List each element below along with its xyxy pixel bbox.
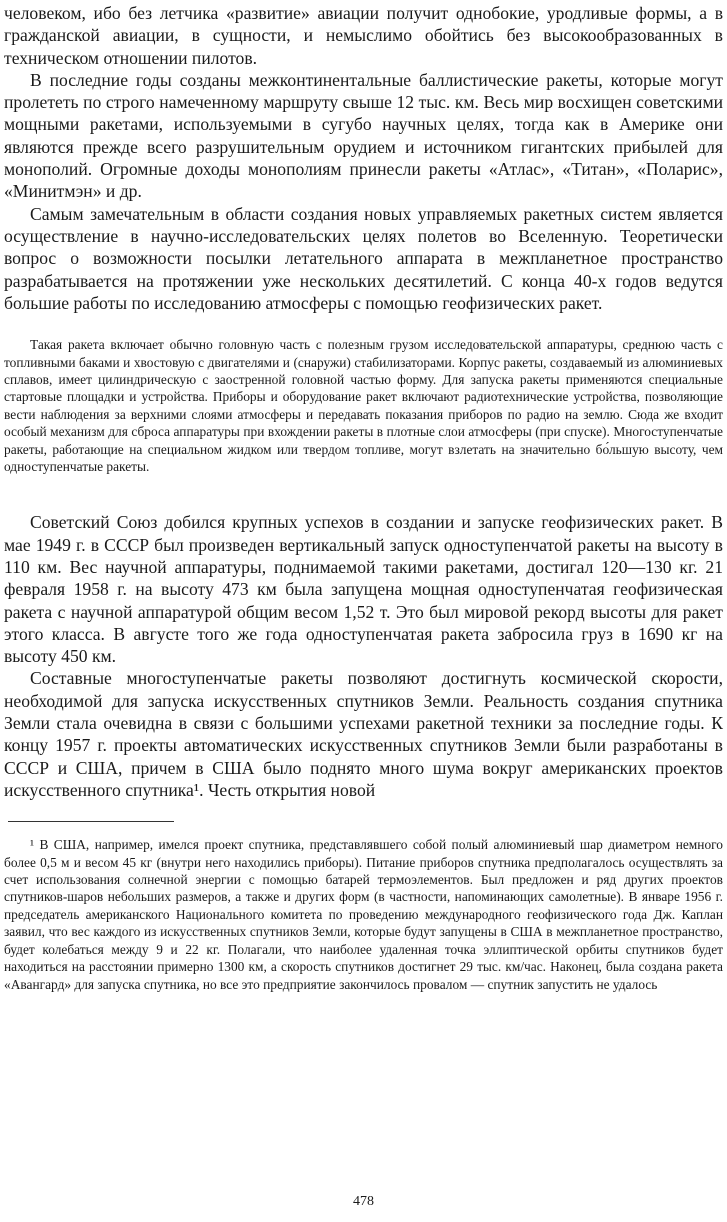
main-text-top (4, 2, 723, 314)
main-text-bottom (4, 511, 723, 801)
paragraph-continuation: человеком, ибо без летчика «развитие» авиации получит однобокие, уродливые формы, а в гражданской авиации, в сущности, и немыслимо обойтись без высокообразованных в техническом отношении пилотов. (4, 3, 723, 68)
paragraph-soviet-rockets: Советский Союз добился крупных успехов в создании и запуске геофизических ракет. В мае 1949 г. в СССР был произведен вертикальный запуск одноступенчатой ракеты на высоту в 110 км. Вес научной аппаратуры, поднимаемой такими ракетами, достигал 120—130 кг. 21 февраля 1958 г. на высоту 473 км была запущена мощная одноступенчатая геофизическая ракета с научной аппаратурой общим весом 1,52 т. Это был мировой рекорд высоты для ракет этого класса. В августе того же года одноступенчатая ракета забросила груз в 1690 кг на высоту 450 км. (4, 512, 723, 667)
footnote-divider (8, 821, 174, 822)
book-page (4, 2, 723, 993)
small-print-block (4, 336, 723, 475)
paragraph-icbm: В последние годы созданы межконтинентальные баллистические ракеты, которые могут пролететь по строго намеченному маршруту свыше 12 тыс. км. Весь мир восхищен советскими мощными ракетами, используемыми в сугубо научных целях, тогда как в Америке они являются прежде всего разрушительным орудием и источником гигантских прибылей для монополий. Огромные доходы монополиям принесли ракеты «Атлас», «Титан», «Поларис», «Минитмэн» и др. (4, 69, 723, 202)
paragraph-space-flights: Самым замечательным в области создания новых управляемых ракетных систем является осуществление в научно-исследовательских целях полетов во Вселенную. Теоретически вопрос о возможности посылки летательного аппарата в межпланетное пространство разрабатывается на протяжении уже нескольких десятилетий. С конца 40-х годов ведутся большие работы по исследованию атмосферы с помощью геофизических ракет. (4, 203, 723, 313)
page-number: 478 (353, 1194, 374, 1209)
footnotes (4, 836, 723, 993)
paragraph-multistage: Составные многоступенчатые ракеты позволяют достигнуть космической скорости, необходимой для запуска искусственных спутников Земли. Реальность создания спутника Земли стала очевидна в связи с большими успехами ракетной техники за последние годы. К концу 1957 г. проекты автоматических искусственных спутников Земли были разработаны в СССР и США, причем в США было поднято много шума вокруг американских проектов искусственного спутника¹. Честь открытия новой (4, 668, 723, 800)
footnote-1: ¹ В США, например, имелся проект спутника, представлявшего собой полый алюминиевый шар диаметром немного более 0,5 м и весом 45 кг (внутри него находились приборы). Питание приборов спутника предполагалось осуществлять за счет использования солнечной энергии с помощью батарей термоэлементов. Был предложен и ряд других проектов спутников-шаров небольших размеров, а также и других форм (в частности, напоминающих самолетные). В январе 1956 г. председатель американского Национального комитета по проведению международного геофизического года Дж. Каплан заявил, что вес каждого из искусственных спутников Земли, которые будут запущены в США в межпланетное пространство, будет колебаться между 9 и 22 кг. Полагали, что наиболее удаленная точка эллиптической орбиты спутников будет находиться на расстоянии примерно 1300 км, а скорость спутников достигнет 29 тыс. км/час. Наконец, была создана ракета «Авангард» для запуска спутника, но все это предприятие закончилось провалом — спутник запустить не удалось (4, 837, 723, 992)
paragraph-rocket-description: Такая ракета включает обычно головную часть с полезным грузом исследовательской аппаратуры, среднюю часть с топливными баками и хвостовую с двигателями и (снаружи) стабилизаторами. Корпус ракеты, создаваемый из алюминиевых сплавов, имеет цилиндрическую с заостренной головной частью форму. Для запуска ракеты применяются специальные стартовые площадки и устройства. Приборы и оборудование ракет включают радиотехнические устройства, позволяющие вести наблюдения за верхними слоями атмосферы и передавать показания приборов по радио на землю. Сюда же входит особый механизм для сброса аппаратуры при вхождении ракеты в плотные слои атмосферы (при спуске). Многоступенчатые ракеты, работающие на специальном жидком или твердом топливе, могут взлетать на значительно бо́льшую высоту, чем одноступенчатые ракеты. (4, 337, 723, 474)
